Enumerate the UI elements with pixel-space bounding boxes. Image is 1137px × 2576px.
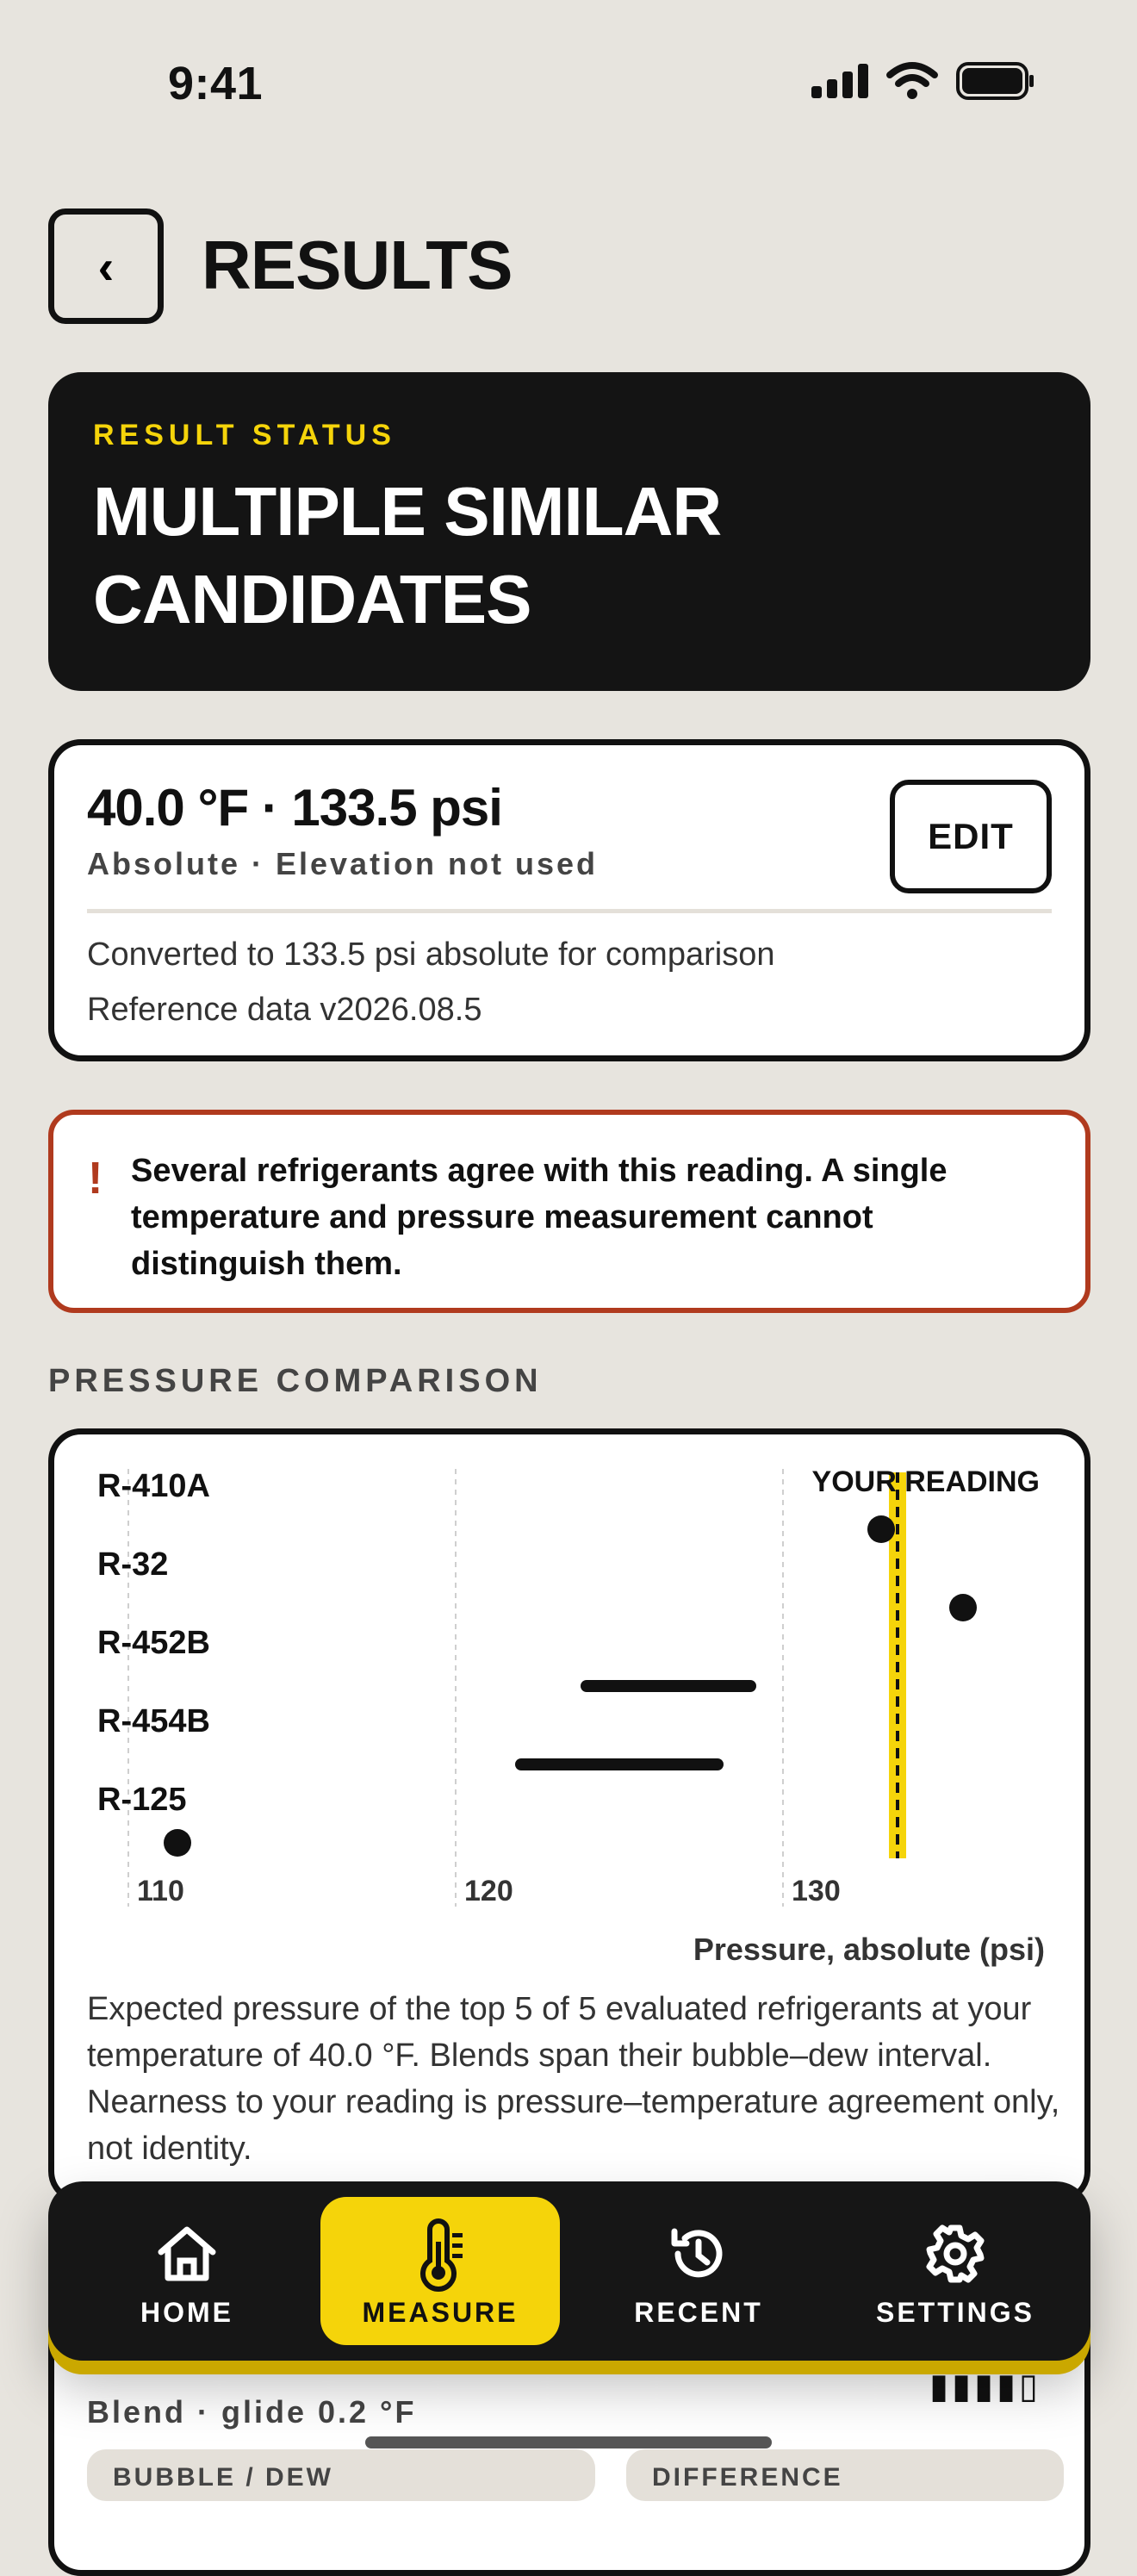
section-label: PRESSURE COMPARISON [48,1363,543,1399]
thermometer-icon [414,2223,466,2288]
tab-settings[interactable] [836,2197,1075,2345]
result-status-headline-line1: MULTIPLE SIMILAR [93,473,722,550]
x-tick-label: 120 [464,1875,513,1907]
bubble-dew-chip: BUBBLE / DEW [87,2449,595,2501]
category-label: R-32 [97,1546,169,1583]
result-status-headline [93,468,1046,644]
history-icon [668,2223,730,2285]
difference-chip: DIFFERENCE [626,2449,1064,2501]
signal-strength-icon: ▮▮▮▮▯ [929,2368,1041,2405]
reading-subtitle: Absolute · Elevation not used [87,846,599,881]
category-label: R-125 [97,1782,187,1818]
candidate-subtitle: Blend · glide 0.2 °F [87,2394,417,2430]
home-indicator [365,2436,772,2448]
tab-recent[interactable] [579,2197,818,2345]
x-axis-label: Pressure, absolute (psi) [693,1932,1045,1967]
cellular-signal-icon [811,64,868,98]
battery-icon [956,62,1035,100]
chart-caption: Expected pressure of the top 5 of 5 evaluated refrigerants at your temperature of 40.0 °F. Blends span their bubble–dew interval. Nearness to your reading is pressure–temperature agreement only, not identity. [87,1991,1060,2167]
result-status-headline-line2: CANDIDATES [93,561,531,638]
warning-text: Several refrigerants agree with this reading. A single temperature and pressure measurement cannot distinguish them. [131,1153,948,1282]
tab-label: SETTINGS [875,2297,1034,2328]
page-title: RESULTS [202,227,513,303]
gear-icon [924,2223,986,2285]
x-tick-label: 130 [792,1875,841,1907]
status-time: 9:41 [168,58,264,109]
category-label: R-452B [97,1625,210,1661]
reading-card [48,739,1090,1061]
conversion-note: Converted to 133.5 psi absolute for comparison [87,936,775,973]
edit-button[interactable]: EDIT [890,780,1052,893]
home-icon [154,2223,220,2283]
data-point [949,1594,977,1621]
result-status-eyebrow: RESULT STATUS [93,419,396,451]
chevron-left-icon: ‹ [97,239,115,294]
back-button[interactable] [48,208,164,324]
data-point [867,1515,895,1543]
pressure-comparison-chart [48,1428,1090,2204]
category-label: R-410A [97,1468,210,1504]
category-label: R-454B [97,1703,210,1739]
wifi-icon [887,63,937,99]
data-point [164,1829,191,1857]
warning-card [48,1110,1090,1313]
tab-label: RECENT [634,2297,763,2328]
tab-bar [48,2181,1090,2361]
x-tick-label: 110 [137,1875,184,1907]
tab-label: HOME [140,2297,233,2328]
tab-measure[interactable] [320,2197,560,2345]
result-status-card [48,372,1090,691]
reference-label: YOUR READING [811,1465,1040,1498]
status-bar [0,0,1137,164]
exclamation-icon: ! [88,1154,103,1204]
tab-label: MEASURE [362,2297,519,2328]
status-icons [811,62,1035,100]
tab-home[interactable] [67,2197,307,2345]
divider [87,909,1052,913]
reading-value: 40.0 °F · 133.5 psi [87,779,502,837]
reference-data-note: Reference data v2026.08.5 [87,992,482,1028]
